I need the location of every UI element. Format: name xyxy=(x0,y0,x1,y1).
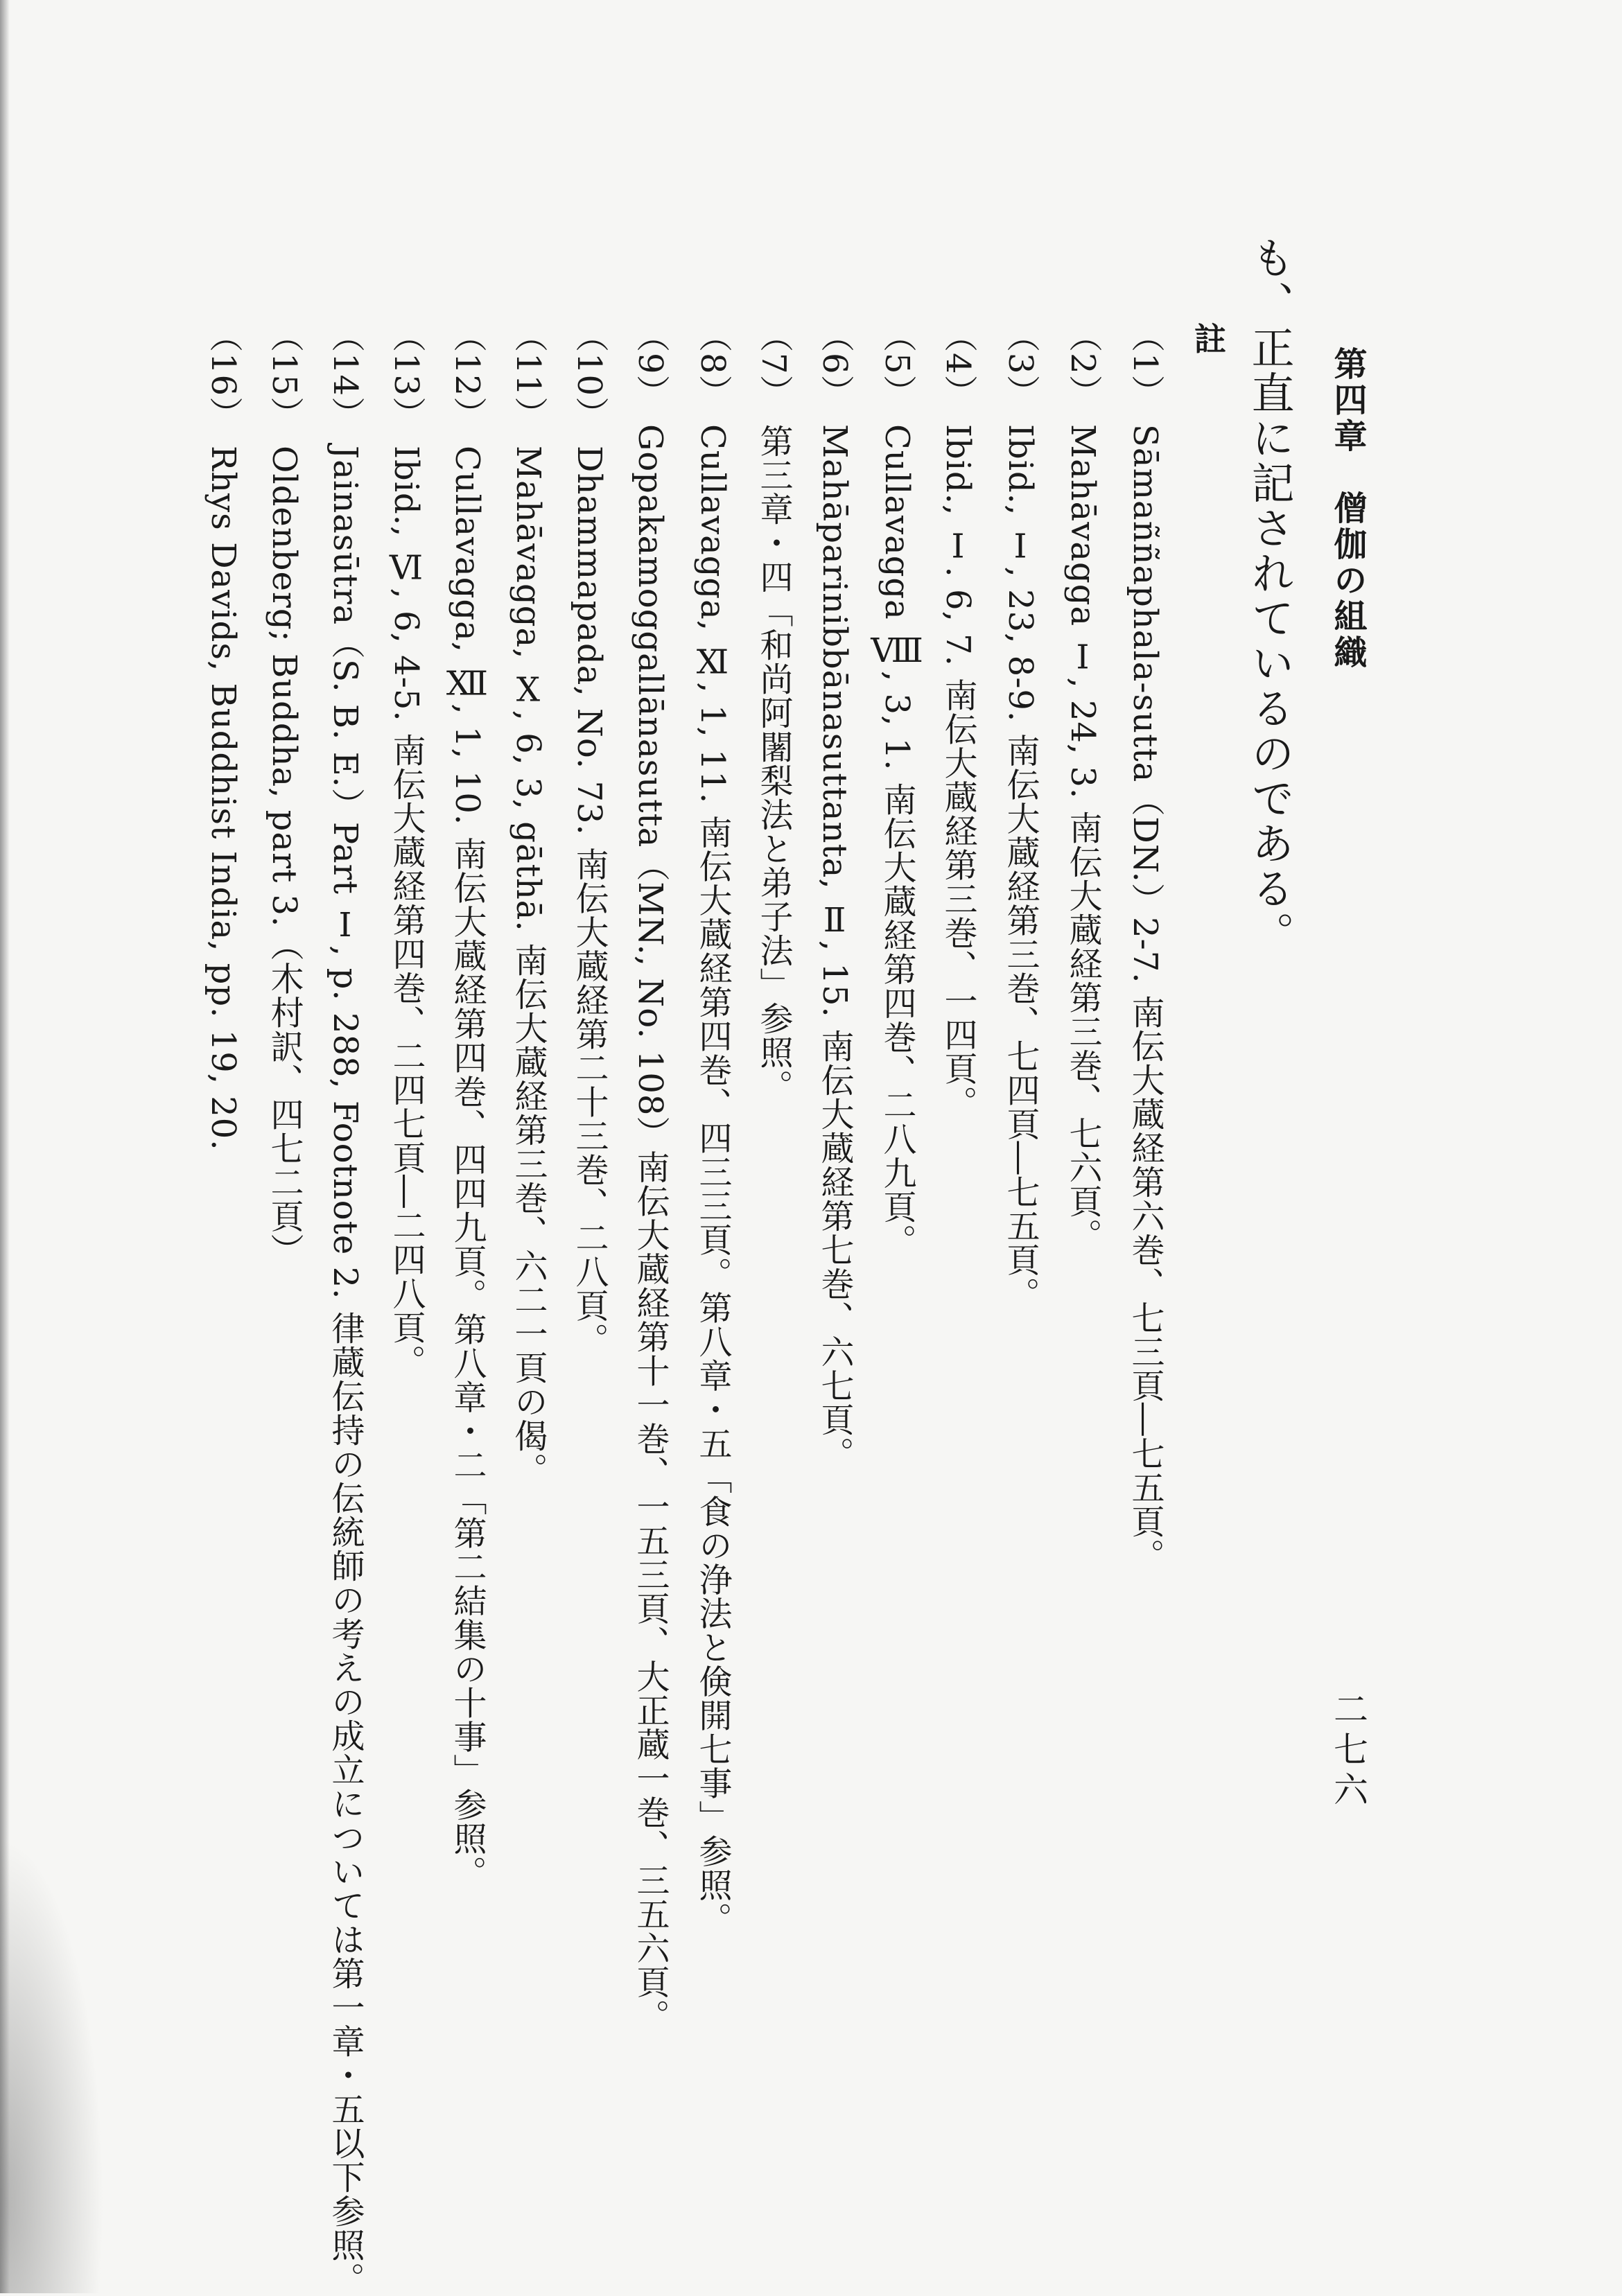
note-number: （1） xyxy=(1126,319,1165,409)
note-text: Dhammapada, No. 73. 南伝大蔵経第二十三巻、二八頁。 xyxy=(570,446,609,1357)
note-text: Jainasūtra（S. B. E.）Part Ⅰ, p. 288, Footnote 2. 律蔵伝持の伝統師の考えの成立については第一章・五以下参照。 xyxy=(326,446,365,2296)
note-number: （13） xyxy=(387,319,426,431)
note-5 xyxy=(880,319,914,1257)
note-number: （4） xyxy=(939,319,977,409)
running-head: 第四章 僧伽の組織 xyxy=(1328,347,1367,671)
note-text: Sāmaññaphala-sutta（DN.）2-7. 南伝大蔵経第六巻、七三頁―七五頁。 xyxy=(1126,423,1165,1572)
note-text: 第三章・四「和尚阿闍梨法と弟子法」参照。 xyxy=(754,423,793,1103)
page-number: 二七六 xyxy=(1328,1691,1368,1812)
note-number: （9） xyxy=(631,319,670,409)
note-2 xyxy=(1063,319,1102,1252)
note-text: Rhys Davids, Buddhist India, pp. 19, 20. xyxy=(204,446,243,1151)
note-15 xyxy=(265,319,304,1268)
note-text: Ibid., Ⅰ, 23, 8-9. 南伝大蔵経第三巻、七四頁―七五頁。 xyxy=(1001,423,1040,1311)
note-text: Oldenberg; Buddha, part 3.（木村訳、四七二頁） xyxy=(265,446,304,1268)
note-number: （8） xyxy=(693,319,732,409)
note-text: Ibid., Ⅰ. 6, 7. 南伝大蔵経第三巻、一四頁。 xyxy=(939,423,977,1119)
note-13 xyxy=(387,319,426,1378)
note-number: （14） xyxy=(326,319,365,431)
note-number: （11） xyxy=(509,319,548,431)
note-number: （6） xyxy=(815,319,854,409)
note-9 xyxy=(631,319,670,2033)
scan-smudge xyxy=(0,1837,104,2293)
note-text: Mahāparinibbānasuttanta, Ⅱ, 15. 南伝大蔵経第七巻、六七頁。 xyxy=(815,423,854,1471)
note-10 xyxy=(570,319,609,1357)
note-8 xyxy=(693,319,732,1936)
note-text: Mahāvagga, Ⅹ, 6, 3, gāthā. 南伝大蔵経第三巻、六二一頁の偈。 xyxy=(509,446,548,1487)
note-11 xyxy=(509,319,548,1487)
note-text: Mahāvagga Ⅰ, 24, 3. 南伝大蔵経第三巻、七六頁。 xyxy=(1063,423,1102,1252)
body-text: も、正直に記されているのである。 xyxy=(1244,236,1295,956)
note-text: Cullavagga Ⅷ, 3, 1. 南伝大蔵経第四巻、二八九頁。 xyxy=(878,423,916,1258)
note-number: （10） xyxy=(570,319,609,431)
note-text: Ibid., Ⅵ, 6, 4-5. 南伝大蔵経第四巻、二四七頁―二四八頁。 xyxy=(387,446,426,1378)
note-16 xyxy=(204,319,243,1151)
note-3 xyxy=(1001,319,1040,1311)
note-6 xyxy=(815,319,854,1471)
note-number: （12） xyxy=(448,319,487,431)
note-1 xyxy=(1126,319,1165,1572)
note-number: （3） xyxy=(1001,319,1040,409)
note-number: （5） xyxy=(878,319,916,409)
note-number: （16） xyxy=(204,319,243,431)
note-number: （15） xyxy=(265,319,304,431)
notes-heading: 註 xyxy=(1189,322,1227,355)
note-text: Gopakamoggallānasutta（MN., No. 108）南伝大蔵経第十一巻、一五三頁、大正蔵一巻、三五六頁。 xyxy=(631,423,670,2033)
note-text: Cullavagga, Ⅻ, 1, 10. 南伝大蔵経第四巻、四四九頁。第八章・二「第二結集の十事」参照。 xyxy=(448,446,487,1890)
note-text: Cullavagga, Ⅺ, 1, 11. 南伝大蔵経第四巻、四三三頁。第八章・五「食の浄法と倹開七事」参照。 xyxy=(693,423,732,1936)
note-number: （7） xyxy=(754,319,793,409)
note-14 xyxy=(326,319,365,2296)
note-7 xyxy=(754,319,793,1103)
note-4 xyxy=(941,319,975,1119)
note-12 xyxy=(448,319,487,1890)
note-number: （2） xyxy=(1063,319,1102,409)
